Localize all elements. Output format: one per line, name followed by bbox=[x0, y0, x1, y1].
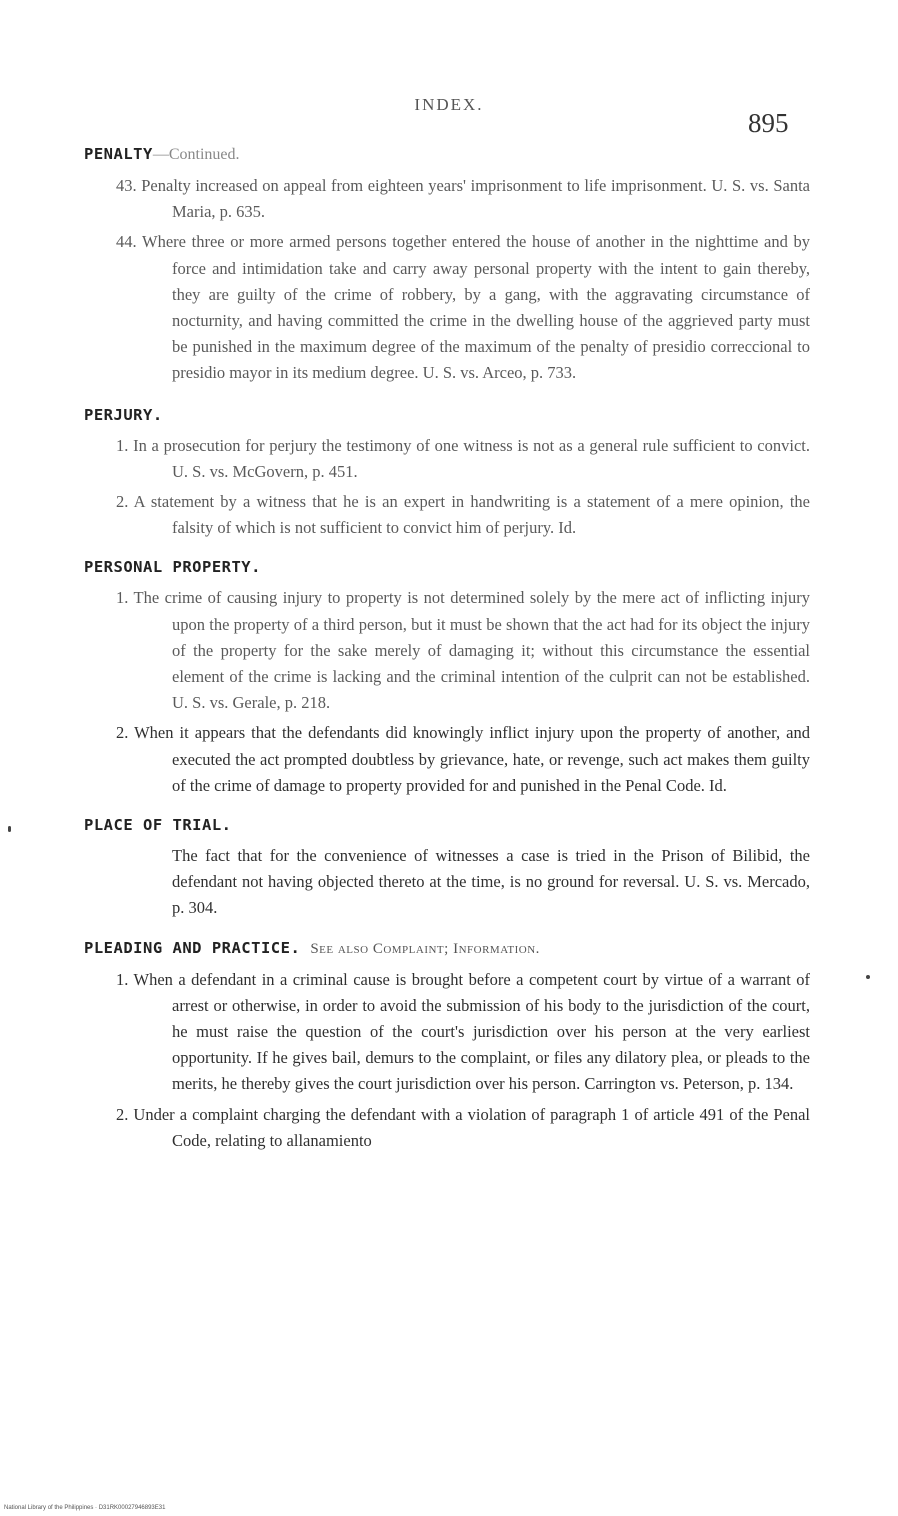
index-entry: 1. The crime of causing injury to property is not determined solely by the mere act of inflicting injury upon the property of a third person, but it must be shown that the act had for its object the injury of the property for the sake merely of damaging it; without this circumstance the essential element of the crime is lacking and the criminal intention of the culprit can not be established. U. S. vs. Gerale, p. 218. bbox=[116, 588, 810, 713]
section-heading bbox=[84, 142, 810, 167]
index-entry: 43. Penalty increased on appeal from eighteen years' imprisonment to life imprisonment. U. S. vs. Santa Maria, p. 635. bbox=[116, 176, 810, 222]
scan-footer-note: National Library of the Philippines · D31RK00027946893E31 bbox=[4, 1505, 166, 1511]
section-place-of-trial bbox=[84, 813, 810, 922]
scan-speck bbox=[866, 975, 870, 979]
section-pleading-and-practice bbox=[84, 936, 810, 1154]
section-heading: PLACE OF TRIAL. bbox=[84, 816, 232, 835]
running-head: INDEX. bbox=[414, 95, 484, 114]
section-heading: PERJURY. bbox=[84, 405, 163, 424]
heading-text: PLEADING AND PRACTICE. bbox=[84, 938, 301, 957]
page-number: 895 bbox=[748, 108, 789, 138]
section-heading: PERSONAL PROPERTY. bbox=[84, 558, 261, 577]
continued-label: —Continued. bbox=[152, 146, 240, 163]
index-entry: 2. Under a complaint charging the defendant with a violation of paragraph 1 of article 491 of the Penal Code, relating to allanamiento bbox=[116, 1104, 810, 1150]
index-entry: 2. A statement by a witness that he is an expert in handwriting is a statement of a mere opinion, the falsity of which is not sufficient to convict him of perjury. Id. bbox=[116, 492, 810, 538]
see-also-reference: See also Complaint; Information. bbox=[310, 940, 540, 957]
section-heading bbox=[84, 936, 810, 961]
section-personal-property bbox=[84, 555, 810, 799]
index-entry: 2. When it appears that the defendants did knowingly inflict injury upon the property of another, and executed the act prompted doubtless by grievance, hate, or revenge, such act makes them guilty of the crime of damage to property provided for and punished in the Penal Code. Id. bbox=[116, 723, 810, 795]
heading-text: PENALTY bbox=[84, 145, 153, 163]
index-entry: 1. When a defendant in a criminal cause is brought before a competent court by virtue of a warrant of arrest or otherwise, in order to avoid the submission of his body to the jurisdiction of the court, he must raise the question of the court's jurisdiction over his person at the very earliest opportunity. If he gives bail, demurs to the complaint, or files any dilatory plea, or pleads to the merits, he thereby gives the court jurisdiction over his person. Carrington vs. Peterson, p. 134. bbox=[116, 969, 810, 1094]
index-entry: 1. In a prosecution for perjury the testimony of one witness is not as a general rule sufficient to convict. U. S. vs. McGovern, p. 451. bbox=[116, 435, 810, 481]
section-perjury bbox=[84, 403, 810, 542]
scan-speck bbox=[8, 826, 11, 832]
index-entry: 44. Where three or more armed persons together entered the house of another in the nighttime and by force and intimidation take and carry away personal property with the intent to gain thereby, they are guilty of the crime of robbery, by a gang, with the aggravating circumstance of nocturnity, and having committed the crime in the dwelling house of the aggrieved party must be punished in the maximum degree of the maximum of the penalty of presidio correccional to presidio mayor in its medium degree. U. S. vs. Arceo, p. 733. bbox=[116, 232, 810, 383]
index-content bbox=[84, 142, 810, 1168]
section-penalty bbox=[84, 142, 810, 387]
index-entry: The fact that for the convenience of witnesses a case is tried in the Prison of Bilibid, the defendant not having objected thereto at the time, is no ground for reversal. U. S. vs. Mercado, p. 304. bbox=[172, 846, 810, 918]
